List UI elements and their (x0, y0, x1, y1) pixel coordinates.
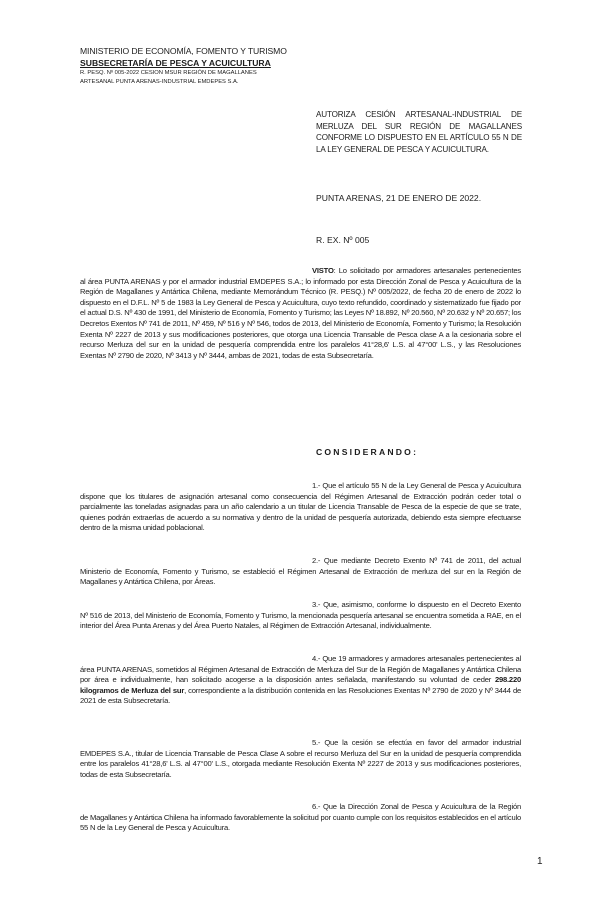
subsecretaria-name: SUBSECRETARÍA DE PESCA Y ACUICULTURA (80, 58, 271, 68)
considerando-item-5 (80, 738, 521, 780)
item-5-text: industrial EMDEPES S.A., titular de Licencia Transable de Pesca Clase A sobre el recurso Merluza del Sur en la unidad de pesquería comprendida entre los paralelos 41°28,6' L.S. al 47°00' L.S., otorgada mediante Resolución Exenta Nº 2227 de 2013 y sus modificaciones posteriores, todas de esta Subsecretaría. (80, 738, 521, 779)
visto-text: : Lo solicitado por armadores artesanales pertenecientes al área PUNTA ARENAS y por el armador industrial EMDEPES S.A.; lo informado por esta Dirección Zonal de Pesca y Acuicultura de la Región de Magallanes y Antártica Chilena, mediante Memorándum Técnico (R. PESQ.) Nº 005/2022, de fecha 20 de enero de 2022 lo dispuesto en el D.F.L. Nº 5 de 1983 la Ley General de Pesca y Acuicultura, cuyo texto refundido, coordinado y sistematizado fue fijado por el actual D.S. Nº 430 de 1991, del Ministerio de Economía, Fomento y Turismo; las Leyes Nº 18.892, Nº 20.560, Nº 20.632 y Nº 20.657; los Decretos Exentos Nº 741 de 2011, Nº 459, Nº 516 y Nº 546, todos de 2013, del Ministerio de Economía, Fomento y Turismo; la Resolución Exenta Nº 2227 de 2013 y sus modificaciones posteriores, que otorga una Licencia Transable de Pesca clase A a la cesionaria sobre el recurso Merluza del sur en la unidad de pesquería comprendida entre los paralelos 41°28,6' L.S. al 47°00' L.S., y las Resoluciones Exentas Nº 2790 de 2020, Nº 3413 y Nº 3444, ambas de 2021, todas de esta Subsecretaría. (80, 266, 521, 360)
item-4-bold-quantity: 298.220 kilogramos de Merluza del sur (80, 675, 521, 695)
considerando-item-4 (80, 654, 521, 707)
visto-paragraph (80, 266, 521, 361)
item-4-text-before: pertenecientes al área PUNTA ARENAS, sometidos al Régimen Artesanal de Extracción de Merluza del Sur de la Región de Magallanes y Antártica Chilena por área e individualmente, han solicitado acogerse a la disposición antes señalada, manifestando su voluntad de ceder (80, 654, 521, 685)
considerando-heading: CONSIDERANDO: (316, 447, 419, 457)
dateline: PUNTA ARENAS, 21 DE ENERO DE 2022. (316, 193, 482, 203)
item-1-lead: 1.- Que el artículo 55 N de la Ley General de Pesca y (312, 481, 484, 490)
visto-label: VISTO (312, 266, 334, 275)
considerando-item-2 (80, 556, 521, 588)
considerando-item-6 (80, 802, 521, 834)
item-3-text: Decreto Exento Nº 516 de 2013, del Ministerio de Economía, Fomento y Turismo, la mencionada pesquería artesanal se encuentra sometida a RAE, en el interior del Área Punta Arenas y del Área Puerto Natales, al Régimen de Extracción Artesanal, individualmente. (80, 600, 521, 631)
item-4-text-after: , correspondiente a la distribución contenida en las Resoluciones Exentas Nº 2790 de 2020 y Nº 3444 de 2021 de esta Subsecretaría. (80, 685, 521, 706)
page-number: 1 (537, 856, 543, 867)
ministry-name: MINISTERIO DE ECONOMÍA, FOMENTO Y TURISMO (80, 46, 287, 56)
considerando-item-3 (80, 600, 521, 632)
item-1-text: Acuicultura dispone que los titulares de asignación artesanal como consecuencia del Régimen Artesanal de Extracción podrán ceder total o parcialmente las toneladas asignadas para un año calendario a un titular de Licencia Transable de Pesca de la especie de que se trate, quienes podrán extraerlas de acuerdo a su normativa y dentro de la unidad de pesquería autorizada, debiendo esta siempre efectuarse dentro de la misma unidad poblacional. (80, 481, 521, 533)
item-3-lead: 3.- Que, asimismo, conforme lo dispuesto en el (312, 600, 468, 609)
item-6-text: la Región de Magallanes y Antártica Chilena ha informado favorablemente la solicitud por cuanto cumple con los requisitos establecidos en el artículo 55 N de la Ley General de Pesca y Acuicultura. (80, 802, 521, 833)
item-6-lead: 6.- Que la Dirección Zonal de Pesca y Acuicultura de (312, 802, 488, 811)
considerando-item-1 (80, 481, 521, 534)
resolution-number: R. EX. Nº 005 (316, 235, 370, 245)
reference-line-1: R. PESQ. Nº 005-2022 CESION MSUR REGIÓN DE MAGALLANES (80, 70, 257, 76)
item-2-lead: 2.- Que mediante Decreto Exento Nº 741 de 2011, del (312, 556, 499, 565)
item-5-lead: 5.- Que la cesión se efectúa en favor del armador (312, 738, 489, 747)
reference-line-2: ARTESANAL PUNTA ARENAS-INDUSTRIAL EMDEPES S.A. (80, 78, 239, 85)
resolution-title: AUTORIZA CESIÓN ARTESANAL-INDUSTRIAL DE MERLUZA DEL SUR REGIÓN DE MAGALLANES CONFORME LO DISPUESTO EN EL ARTÍCULO 55 N DE LA LEY GENERAL DE PESCA Y ACUICULTURA. (316, 110, 522, 154)
document-header (80, 46, 300, 86)
item-4-lead: 4.- Que 19 armadores y armadores artesanales (312, 654, 465, 663)
item-2-text: actual Ministerio de Economía, Fomento y Turismo, se estableció el Régimen Artesanal de Extracción de merluza del sur en la Región de Magallanes y Antártica Chilena, por Áreas. (80, 556, 521, 587)
